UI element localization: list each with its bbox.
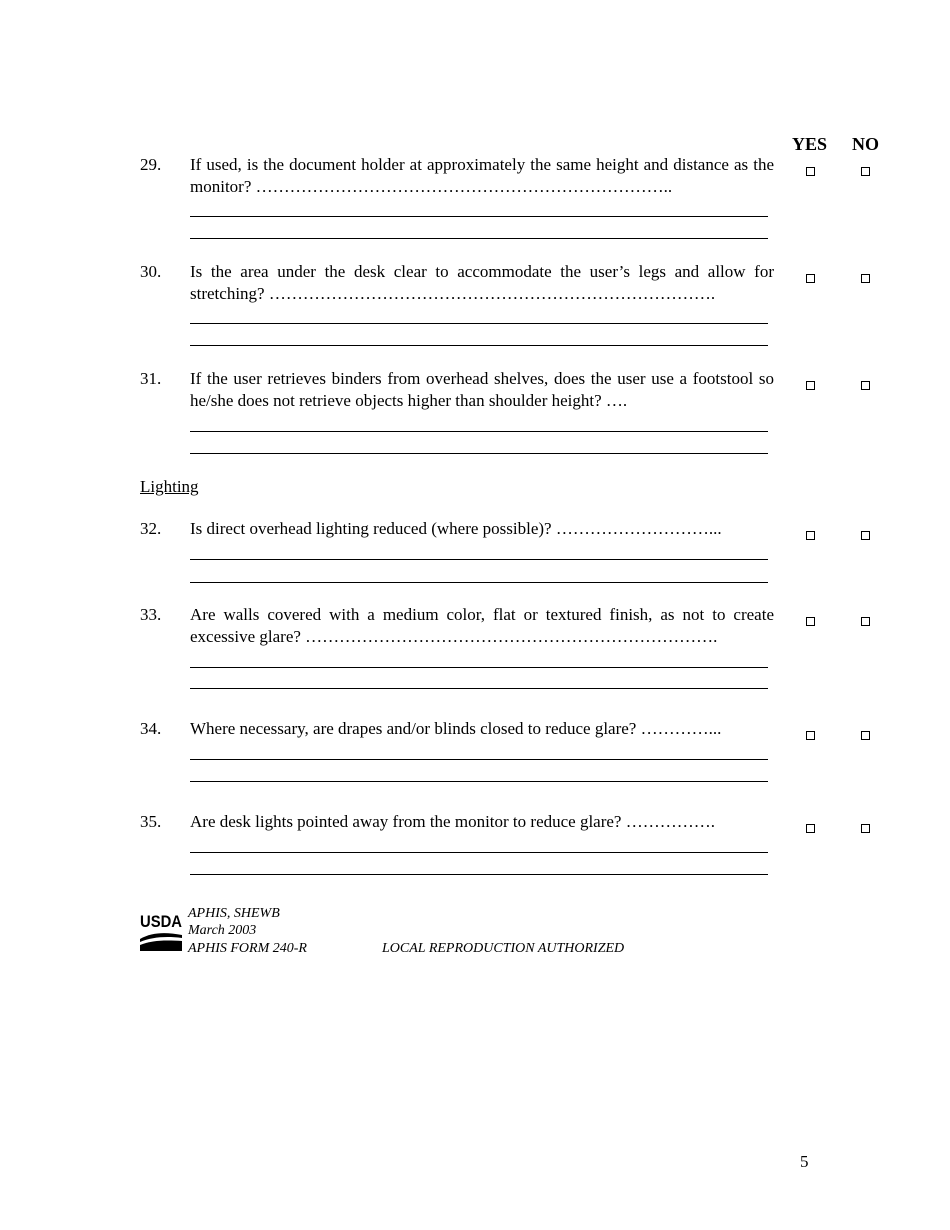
q35-yes-checkbox[interactable] [806, 824, 815, 833]
question-text: Is the area under the desk clear to accommodate the user’s legs and allow for stretching? ……………………………………………………………………. [190, 262, 774, 303]
question-number: 33. [140, 605, 162, 624]
q34-answer-line-1[interactable] [190, 759, 768, 760]
q30-answer-line-2[interactable] [190, 345, 768, 346]
yes-column-header: YES [792, 134, 828, 154]
q30-answer-line-1[interactable] [190, 323, 768, 324]
footer-authorization: LOCAL REPRODUCTION AUTHORIZED [382, 941, 625, 956]
q33-no-checkbox[interactable] [861, 617, 870, 626]
question-number: 35. [140, 812, 162, 831]
question-number: 31. [140, 369, 162, 388]
q31-no-checkbox[interactable] [861, 381, 870, 390]
q29-no-checkbox[interactable] [861, 167, 870, 176]
question-number: 32. [140, 519, 162, 538]
q35-answer-line-1[interactable] [190, 852, 768, 853]
question-number: 29. [140, 155, 162, 174]
q34-no-checkbox[interactable] [861, 731, 870, 740]
q32-answer-line-1[interactable] [190, 559, 768, 560]
question-number: 30. [140, 262, 162, 281]
q31-yes-checkbox[interactable] [806, 381, 815, 390]
q34-yes-checkbox[interactable] [806, 731, 815, 740]
q33-answer-line-1[interactable] [190, 667, 768, 668]
question-text: Are walls covered with a medium color, flat or textured finish, as not to create excessive glare? ………………………………………………………………. [190, 605, 774, 646]
question-text: Are desk lights pointed away from the monitor to reduce glare? ……………. [190, 812, 715, 831]
q30-yes-checkbox[interactable] [806, 274, 815, 283]
q31-answer-line-2[interactable] [190, 453, 768, 454]
footer-agency: APHIS, SHEWB [188, 906, 280, 921]
q35-answer-line-2[interactable] [190, 874, 768, 875]
q30-no-checkbox[interactable] [861, 274, 870, 283]
question-text: Is direct overhead lighting reduced (where possible)? ………………………... [190, 519, 722, 538]
no-column-header: NO [852, 134, 879, 154]
q29-yes-checkbox[interactable] [806, 167, 815, 176]
q33-yes-checkbox[interactable] [806, 617, 815, 626]
q33-answer-line-2[interactable] [190, 688, 768, 689]
q31-answer-line-1[interactable] [190, 431, 768, 432]
q29-answer-line-1[interactable] [190, 216, 768, 217]
q34-answer-line-2[interactable] [190, 781, 768, 782]
page-number: 5 [800, 1152, 809, 1171]
section-heading-lighting: Lighting [140, 477, 199, 496]
question-number: 34. [140, 719, 162, 738]
usda-logo-text: USDA [140, 912, 182, 931]
q32-no-checkbox[interactable] [861, 531, 870, 540]
footer-form-number: APHIS FORM 240-R [188, 941, 307, 956]
usda-logo-icon [140, 909, 182, 951]
q32-answer-line-2[interactable] [190, 582, 768, 583]
q32-yes-checkbox[interactable] [806, 531, 815, 540]
question-text: If used, is the document holder at approximately the same height and distance as the monitor? ……………………………………………………………….. [190, 155, 774, 196]
footer-date: March 2003 [188, 923, 257, 938]
q29-answer-line-2[interactable] [190, 238, 768, 239]
q35-no-checkbox[interactable] [861, 824, 870, 833]
question-text: Where necessary, are drapes and/or blinds closed to reduce glare? …………... [190, 719, 722, 738]
question-text: If the user retrieves binders from overhead shelves, does the user use a footstool so he/she does not retrieve objects higher than shoulder height? …. [190, 369, 774, 410]
